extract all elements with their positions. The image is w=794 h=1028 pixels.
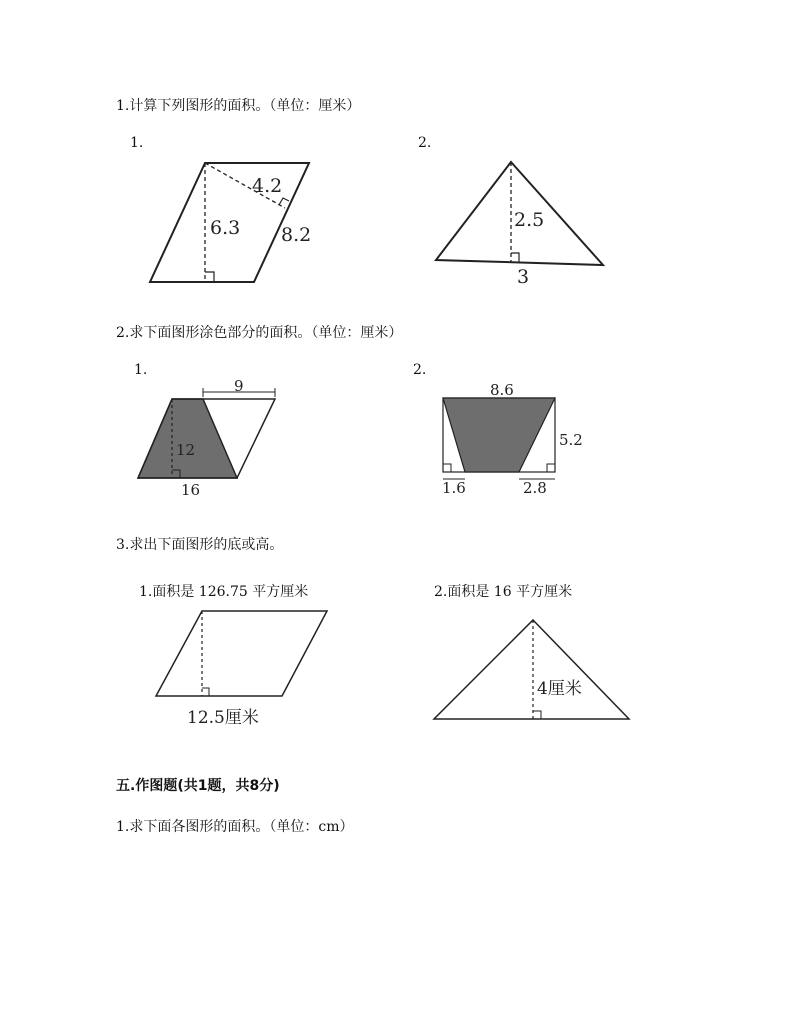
- label-12-5: 12.5厘米: [187, 708, 259, 728]
- label-9: 9: [234, 377, 244, 395]
- label-8-2: 8.2: [281, 224, 312, 246]
- q3-title: 3.求出下面图形的底或高。: [116, 537, 284, 553]
- label-1-6: 1.6: [442, 479, 466, 497]
- q1-fig2-number: 2.: [418, 135, 432, 151]
- q2-fig2-number: 2.: [413, 362, 427, 378]
- section5-heading: 五.作图题(共1题，共8分): [116, 778, 280, 794]
- q1-title: 1.计算下列图形的面积。（单位：厘米）: [116, 98, 361, 114]
- label-4-2: 4.2: [252, 175, 283, 197]
- q3-fig2-caption: 2.面积是 16 平方厘米: [434, 584, 573, 600]
- q2-title: 2.求下面图形涂色部分的面积。（单位：厘米）: [116, 325, 403, 341]
- label-3: 3: [517, 266, 530, 288]
- label-16: 16: [181, 481, 201, 499]
- triangle-outline-2: [434, 620, 629, 719]
- label-6-3: 6.3: [210, 217, 241, 239]
- label-2-5: 2.5: [514, 209, 545, 231]
- q2-fig1-number: 1.: [134, 362, 148, 378]
- label-5-2: 5.2: [559, 431, 583, 449]
- q3-fig1-caption: 1.面积是 126.75 平方厘米: [139, 584, 309, 600]
- parallelogram-outline-3: [156, 611, 327, 696]
- section5-q1-title: 1.求下面各图形的面积。（单位：cm）: [116, 819, 354, 835]
- label-2-8: 2.8: [523, 479, 547, 497]
- label-8-6: 8.6: [490, 381, 514, 399]
- label-4cm: 4厘米: [537, 679, 582, 699]
- label-12: 12: [176, 441, 196, 459]
- q1-fig1-number: 1.: [130, 135, 144, 151]
